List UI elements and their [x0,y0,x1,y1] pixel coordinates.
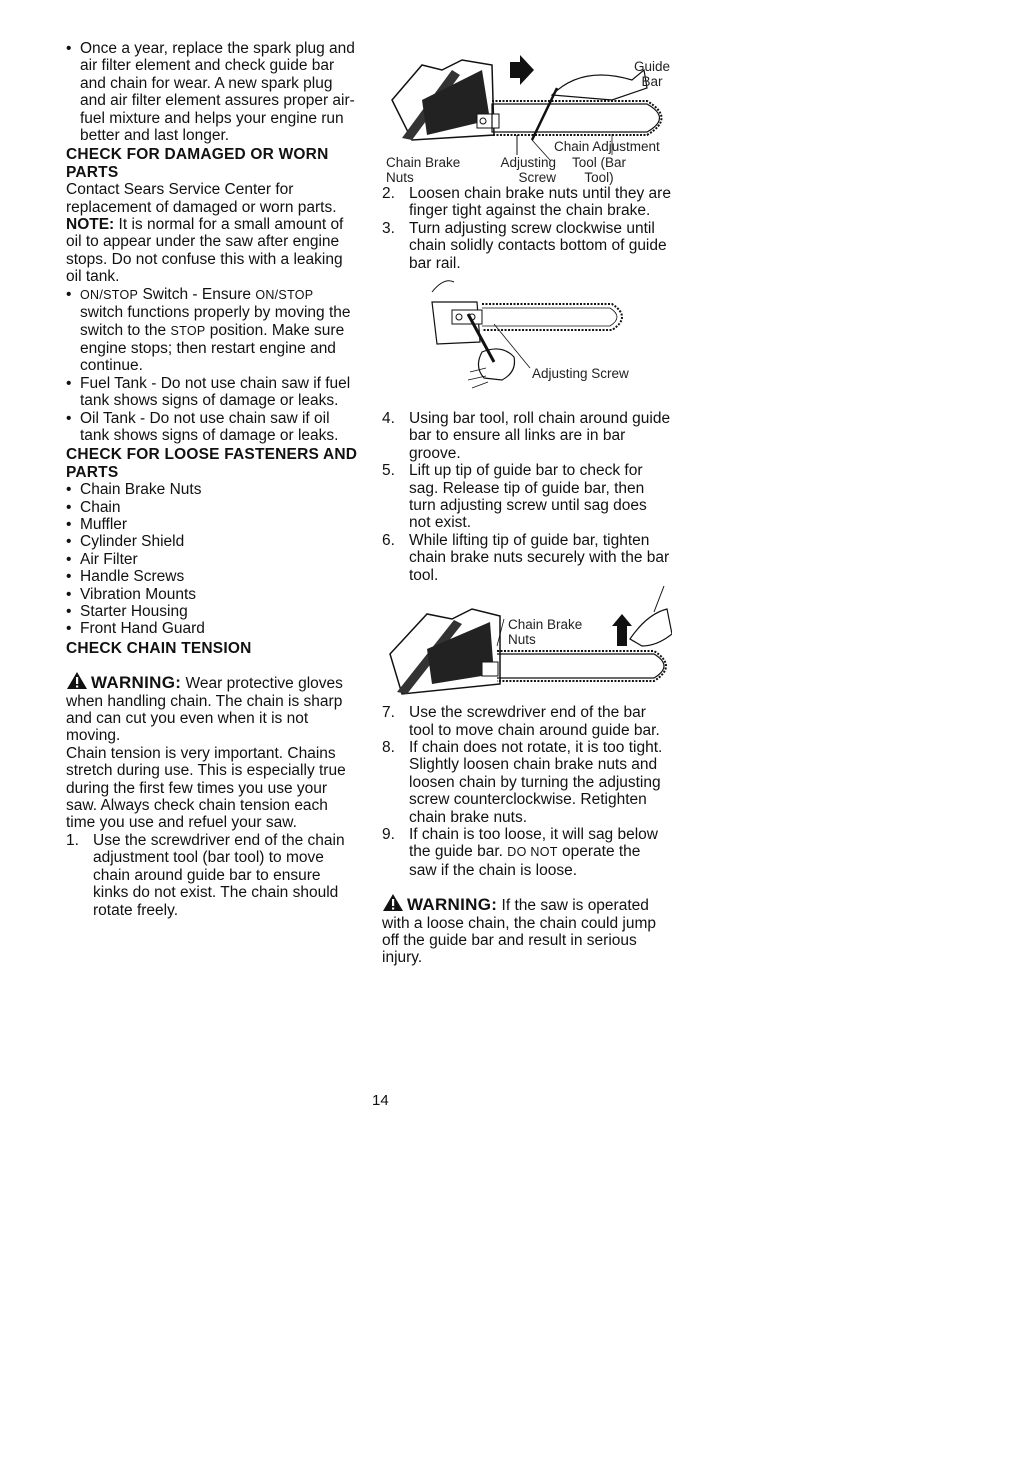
heading-chain-tension: CHECK CHAIN TENSION [66,639,252,657]
step-1 [66,832,358,919]
step-text: Turn adjusting screw clockwise until chain solidly contacts bottom of guide bar rail. [409,219,667,272]
label-adjusting-screw: Adjusting Screw [500,155,556,185]
label-chain-adjustment: Chain Adjustment [554,139,660,154]
label-tool: Tool (Bar Tool) [571,155,627,185]
left-column [66,40,358,919]
note-paragraph [66,216,358,286]
step-number: 9. [382,825,395,843]
fuel-tank-bullet: • Fuel Tank - Do not use chain saw if fuel tank shows signs of damage or leaks. [66,375,358,410]
onstop-label: ON/STOP [80,287,139,302]
damaged-text: Contact Sears Service Center for replacement of damaged or worn parts. [66,181,337,216]
onstop-mid: Switch - Ensure [142,285,251,303]
loose-item: • Chain Brake Nuts [66,481,358,498]
heading-damaged-parts: CHECK FOR DAMAGED OR WORN PARTS [66,146,329,181]
step-5 [382,462,672,532]
label-chain-brake-nuts: Chain Brake Nuts [386,155,461,185]
step-number: 6. [382,531,395,549]
step-text: Lift up tip of guide bar to check for sag. Release tip of guide bar, then turn adjusting screw until sag does not exist. [409,462,647,532]
loose-item: • Handle Screws [66,568,358,585]
warning-text: Wear protective gloves when handling chain. The chain is sharp and can cut you even when it is not moving. [66,675,343,745]
step-3 [382,220,672,272]
warning-text: If the saw is operated with a loose chain, the chain could jump off the guide bar and result in serious injury. [382,897,656,967]
note-text: It is normal for a small amount of oil to appear under the saw after engine stops. Do not confuse this with a leaking oil tank. [66,216,344,286]
loose-item: • Air Filter [66,551,358,568]
warning-gloves [66,671,358,745]
loose-item: • Cylinder Shield [66,533,358,550]
warning-label: WARNING: [407,895,498,915]
stop-label: STOP [170,323,206,338]
step-number: 1. [66,831,79,849]
label-adjusting-screw-2: Adjusting Screw [532,366,629,382]
step-text: Use the screwdriver end of the chain adjustment tool (bar tool) to move chain around guide bar to ensure kinks do not exist. The chain should rotate freely. [93,831,345,919]
loose-item: • Chain [66,499,358,516]
step-2 [382,185,672,220]
step-number: 5. [382,462,395,480]
loose-item: • Vibration Mounts [66,586,358,603]
note-label: NOTE: [66,216,115,234]
warning-loose-chain [382,893,672,967]
step-4 [382,410,672,462]
step-number: 7. [382,704,395,722]
figure-chain-adjustment [382,40,672,185]
onstop-label-2: ON/STOP [255,287,314,302]
step-9 [382,826,672,879]
step-text: If chain does not rotate, it is too tight. Slightly loosen chain brake nuts and loosen chain by turning the adjusting screw counterclockwise. Retighten chain brake nuts. [409,738,663,826]
step-text: If chain is too loose, it will sag below the guide bar. [409,825,658,861]
step-text: Use the screwdriver end of the bar tool to move chain around guide bar. [409,704,660,739]
figure-adjusting-screw [382,272,672,410]
onstop-text-2: position. Make sure engine stops; then restart engine and continue. [80,321,345,375]
tension-text: Chain tension is very important. Chains stretch during use. This is especially true during the first few times you use your saw. Always check chain tension each time you use and refuel your saw. [66,744,346,832]
label-guide-bar: Guide Bar [633,59,671,89]
step-6 [382,532,672,584]
loose-item: • Front Hand Guard [66,620,358,637]
oil-tank-bullet: • Oil Tank - Do not use chain saw if oil tank shows signs of damage or leaks. [66,410,358,445]
label-chain-brake-nuts-3: Chain Brake Nuts [508,617,583,647]
page-number: 14 [372,1092,389,1109]
step-8 [382,739,672,826]
loose-item: • Starter Housing [66,603,358,620]
step-number: 2. [382,185,395,202]
adjusting-screw-illustration [382,272,672,410]
step-7 [382,704,672,739]
intro-bullet: • Once a year, replace the spark plug and air filter element and check guide bar and chain for wear. A new spark plug and air filter element assures proper air-fuel mixture and helps your engine run better and last longer. [66,40,358,144]
loose-item: • Muffler [66,516,358,533]
step-number: 3. [382,219,395,237]
step-number: 8. [382,738,395,756]
step-text: Loosen chain brake nuts until they are finger tight against the chain brake. [409,185,671,220]
step-number: 4. [382,410,395,428]
onstop-bullet [66,286,358,375]
figure-chain-brake-nuts [382,584,672,704]
do-not-label: DO NOT [507,845,558,860]
warning-label: WARNING: [91,673,182,693]
step-text-2: operate the saw if the chain is loose. [409,843,641,879]
heading-loose-fasteners: CHECK FOR LOOSE FASTENERS AND PARTS [66,446,358,481]
step-text: Using bar tool, roll chain around guide bar to ensure all links are in bar groove. [409,410,671,462]
onstop-text: switch functions properly by moving the switch to the [80,304,351,339]
right-column [382,40,672,967]
step-text: While lifting tip of guide bar, tighten chain brake nuts securely with the bar tool. [409,531,670,584]
warning-triangle-icon [66,671,88,690]
warning-triangle-icon [382,893,404,912]
